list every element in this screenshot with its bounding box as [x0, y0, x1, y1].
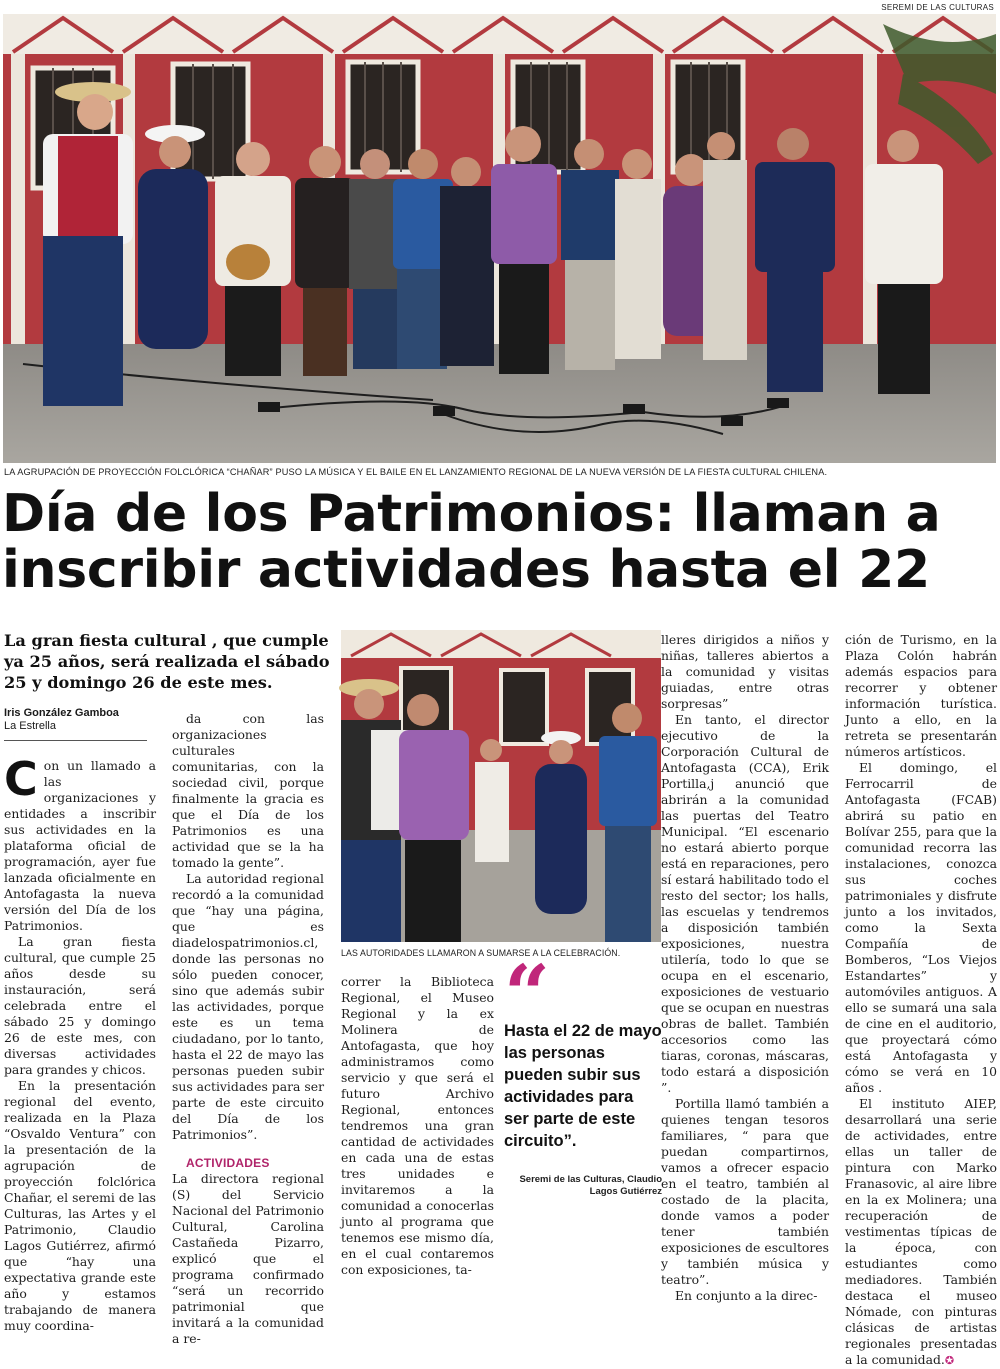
paragraph: correr la Biblioteca Regional, el Museo Regional y la ex Molinera de Antofagasta, que hoy administramos como servicio y que será el futuro Archivo Regional, entonces tendremos una gran cantidad de actividades en cada una de estas tres unidades e invitaremos a la comunidad a conocerlas junto al programa que tenemos ese mismo día, en el cual contaremos con exposiciones, ta-	[341, 974, 494, 1277]
paragraph	[4, 752, 156, 934]
paragraph	[845, 1096, 997, 1369]
paragraph: La gran fiesta cultural, que cumple 25 años desde su instauración, será celebrada entre el sábado 25 y domingo 26 de este mes, con diversas actividades para grandes y chicos.	[4, 934, 156, 1077]
second-photo-caption: LAS AUTORIDADES LLAMARON A SUMARSE A LA CELEBRACIÓN.	[341, 948, 621, 958]
paragraph: En la presentación regional del evento, realizada en la Plaza “Osvaldo Ventura” con la presentación de la agrupación de proyección folclórica Chañar, el seremi de las Culturas, las Artes y el Patrimonio, Claudio Lagos Gutiérrez, afirmó que “hay una expectativa grande este año y estamos trabajando de manera muy coordina-	[4, 1078, 156, 1333]
article-column-3	[341, 974, 494, 1278]
article-column-1	[4, 752, 156, 1334]
lede: La gran fiesta cultural , que cumple ya 25 años, será realizada el sábado 25 y domingo 26 de este mes.	[4, 631, 330, 692]
paragraph-text: El instituto AIEP, desarrollará una serie de actividades, entre ellas un taller de pintura con Marko Franasovic, al aire libre en la ex Molinera; una recuperación de vestimentas típicas de la época, con estudiantes como mediadores. También destaca el museo Nómade, con pinturas clásicas de artistas regionales presentadas a la comunidad.	[845, 1096, 997, 1367]
paragraph: En conjunto a la direc-	[675, 1288, 818, 1303]
pull-quote	[504, 947, 662, 1198]
paragraph: ción de Turismo, en la Plaza Colón habrán además espacios para recorrer y obtener información turística. Junto a ello, en la retreta se presentarán números artísticos.	[845, 632, 997, 759]
paragraph: La autoridad regional recordó a la comunidad que “hay una página, que es diadelospatrimonios.cl, donde las personas no sólo pueden conocer, sino que además subir las actividades, porque este es un tema ciudadano, por lo tanto, hasta el 22 de mayo las personas pueden subir sus actividades para ser parte de este circuito del Día de los Patrimonios”.	[172, 871, 324, 1142]
pull-quote-source: Seremi de las Culturas, Claudio Lagos Gutiérrez	[519, 1174, 662, 1197]
article-column-5	[845, 632, 997, 1369]
main-photo-caption: LA AGRUPACIÓN DE PROYECCIÓN FOLCLÓRICA “CHAÑAR” PUSO LA MÚSICA Y EL BAILE EN EL LANZAMIENTO REGIONAL DE LA NUEVA VERSIÓN DE LA FIESTA CULTURAL CHILENA.	[4, 467, 828, 477]
quote-marks-icon: “	[504, 947, 551, 1041]
paragraph: El domingo, el Ferrocarril de Antofagasta (FCAB) abrirá su patio en Bolívar 255, para que la comunidad recorra las instalaciones, conozca sus coches patrimoniales y disfrute junto a los invitados, como la Sexta Compañía de Bomberos, “Los Viejos Estandartes” y automóviles antiguos. A ello se sumará una sala de cine en el auditorio, que proyectará cómo está Antofagasta y cómo se verá en 10 años .	[845, 760, 997, 1095]
paragraph: La directora regional (S) del Servicio Nacional del Patrimonio Cultural, Carolina Castañeda Pizarro, explicó que el programa confirmado “será un recorrido patrimonial que invitará a la comunidad a re-	[172, 1171, 324, 1346]
paragraph: Portilla llamó también a quienes tengan tesoros familiares, “ para que puedan compartirnos, vamos a ofrecer espacio en el teatro, también al costado de la placita, donde vamos a poder tener también exposiciones de escultores y también música y teatro”.	[661, 1096, 829, 1287]
byline-outlet: La Estrella	[4, 720, 56, 732]
byline-author: Iris González Gamboa	[4, 707, 119, 719]
byline	[4, 707, 119, 732]
dropcap: C	[4, 752, 38, 806]
byline-rule	[4, 740, 147, 741]
end-mark-icon: ✪	[944, 1354, 955, 1367]
second-photo	[341, 630, 661, 942]
subhead-actividades: ACTIVIDADES	[186, 1156, 270, 1170]
paragraph: En tanto, el director ejecutivo de la Corporación Cultural de Antofagasta (CCA), Erik Portilla,j anunció que abrirán a la comunidad las puertas del Teatro Municipal. “El escenario no estará abierto porque está en reparaciones, pero sí estará habilitado todo el resto del sector; los halls, las escuelas y tendremos a disposición también exposiciones, nuestra utilería, todo lo que se ocupa en el escenario, exposiciones de vestuario que se ocupan en nuestras obras de ballet. También accesorios como las tiaras, coronas, máscaras, todo estará a disposición ”.	[661, 712, 829, 1095]
paragraph: da con las organizaciones culturales comunitarias, con la sociedad civil, porque finalmente la gracia es que el Día de los Patrimonios es una actividad que se la ha tomado la gente”.	[172, 711, 324, 870]
paragraph: lleres dirigidos a niños y niñas, talleres abiertos a la comunidad y visitas guiadas, entre otras sorpresas”	[661, 632, 829, 711]
article-column-2	[172, 711, 324, 1347]
main-photo	[3, 14, 996, 463]
article-column-4	[661, 632, 829, 1304]
pull-quote-text: Hasta el 22 de mayo las personas pueden subir sus actividades para ser parte de este circuito”.	[504, 1022, 662, 1150]
headline: Día de los Patrimonios: llaman a inscribir actividades hasta el 22	[2, 484, 941, 600]
paragraph-text: on un llamado a las organizaciones y entidades a inscribir sus actividades en la plataforma oficial de programación, ayer fue lanzada oficialmente en Antofagasta la nueva versión del Día de los Patrimonios.	[4, 758, 156, 933]
section-label: SEREMI DE LAS CULTURAS	[881, 3, 994, 12]
